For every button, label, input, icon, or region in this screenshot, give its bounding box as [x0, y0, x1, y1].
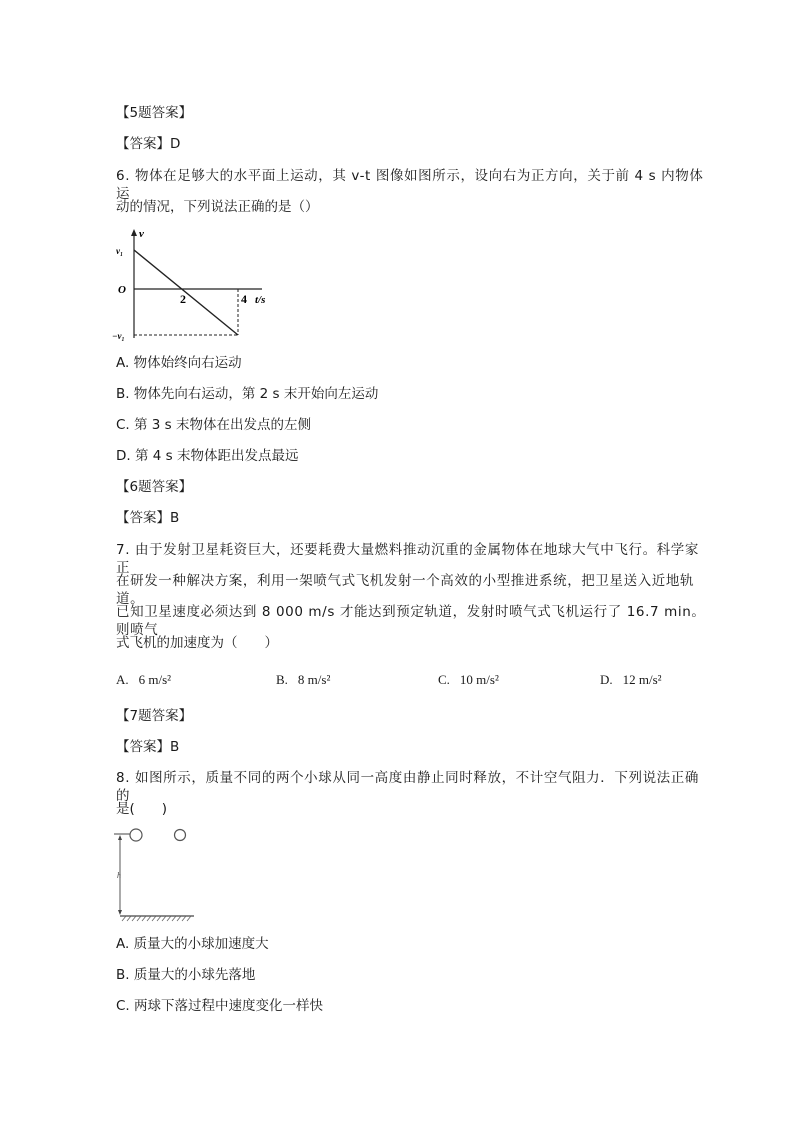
height-arrow-up — [118, 835, 122, 840]
q5-answer: 【答案】D — [116, 136, 181, 152]
q6-stem-line-1: 6. 物体在足够大的水平面上运动，其 v-t 图像如图所示，设向右为正方向，关于前 4 s 内物体运 — [116, 168, 704, 202]
q6-option-a: A. 物体始终向右运动 — [116, 355, 242, 371]
q5-section-heading: 【5题答案】 — [116, 105, 193, 121]
label-v1: v₁ — [116, 246, 124, 256]
q6-section-heading: 【6题答案】 — [116, 479, 193, 495]
ground-hatching — [122, 916, 191, 921]
q7-option-a — [116, 671, 171, 689]
q7-option-b — [276, 671, 330, 689]
q7-stem-line-1: 7. 由于发射卫星耗资巨大，还要耗费大量燃料推动沉重的金属物体在地球大气中飞行。科学家正 — [116, 542, 699, 576]
y-axis-arrow — [131, 229, 137, 236]
q6-vt-graph — [112, 226, 282, 344]
label-neg-v1: −v₁ — [112, 331, 125, 341]
q7-option-c-label: C. — [438, 672, 450, 687]
q7-option-c — [438, 671, 499, 689]
label-origin: O — [118, 284, 126, 296]
tick-label-2: 2 — [180, 292, 186, 306]
q7-section-heading: 【7题答案】 — [116, 708, 193, 724]
vt-line — [134, 250, 238, 335]
q7-answer: 【答案】B — [116, 739, 180, 755]
ball-small — [175, 830, 186, 841]
q7-option-d-value: 12 m/s² — [622, 672, 662, 687]
tick-label-4: 4 — [241, 292, 247, 306]
axis-label-t: t/s — [255, 294, 266, 306]
q8-option-c: C. 两球下落过程中速度变化一样快 — [116, 998, 324, 1014]
q7-option-b-label: B. — [276, 672, 288, 687]
q8-stem-line-1: 8. 如图所示，质量不同的两个小球从同一高度由静止同时释放，不计空气阻力．下列说法正确的 — [116, 770, 699, 804]
q6-option-c: C. 第 3 s 末物体在出发点的左侧 — [116, 417, 312, 433]
q8-falling-balls-figure — [114, 826, 198, 926]
height-label: h — [117, 871, 121, 880]
q8-option-b: B. 质量大的小球先落地 — [116, 967, 256, 983]
q6-option-d: D. 第 4 s 末物体距出发点最远 — [116, 448, 299, 464]
q7-option-c-value: 10 m/s² — [459, 672, 499, 687]
q7-stem-line-4: 式飞机的加速度为（ ） — [116, 635, 278, 651]
axis-label-v: v — [139, 228, 144, 240]
ball-large — [130, 829, 142, 841]
q7-option-a-value: 6 m/s² — [138, 672, 172, 687]
q7-option-a-label: A. — [116, 672, 129, 687]
height-arrow-down — [118, 910, 122, 915]
q8-option-a: A. 质量大的小球加速度大 — [116, 936, 269, 952]
q7-option-d-label: D. — [600, 672, 613, 687]
q7-option-b-value: 8 m/s² — [297, 672, 331, 687]
q6-answer: 【答案】B — [116, 510, 180, 526]
q6-option-b: B. 物体先向右运动，第 2 s 末开始向左运动 — [116, 386, 379, 402]
q7-stem-line-3: 已知卫星速度必须达到 8 000 m/s 才能达到预定轨道，发射时喷气式飞机运行了 16.7 min。则喷气 — [116, 604, 706, 638]
q7-stem-line-2: 在研发一种解决方案，利用一架喷气式飞机发射一个高效的小型推进系统，把卫星送入近地轨道。 — [116, 573, 695, 607]
q6-stem-line-2: 动的情况，下列说法正确的是（） — [116, 199, 319, 215]
q7-option-d — [600, 671, 662, 689]
q8-stem-line-2: 是( ) — [116, 801, 168, 817]
